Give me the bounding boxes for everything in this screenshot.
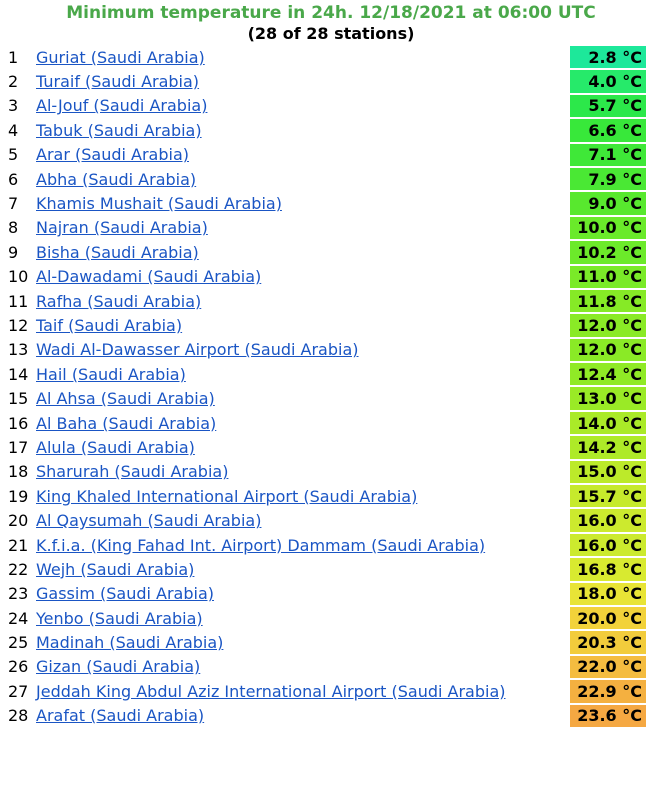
station-rank: 6 xyxy=(6,168,32,190)
station-link[interactable]: Tabuk (Saudi Arabia) xyxy=(36,120,202,140)
station-rank: 11 xyxy=(6,290,32,312)
station-name-cell xyxy=(34,485,568,507)
station-rank: 19 xyxy=(6,485,32,507)
station-temperature: 11.8 °C xyxy=(570,290,646,312)
station-rank: 5 xyxy=(6,144,32,166)
station-link[interactable]: Arar (Saudi Arabia) xyxy=(36,145,189,165)
table-row xyxy=(6,680,646,702)
station-link[interactable]: Alula (Saudi Arabia) xyxy=(36,437,195,457)
station-name-cell xyxy=(34,70,568,92)
station-link[interactable]: K.f.i.a. (King Fahad Int. Airport) Dammam (Saudi Arabia) xyxy=(36,535,486,555)
station-temperature: 14.0 °C xyxy=(570,412,646,434)
station-temperature: 22.9 °C xyxy=(570,680,646,702)
station-link[interactable]: Al Qaysumah (Saudi Arabia) xyxy=(36,511,262,531)
table-row xyxy=(6,387,646,409)
table-row xyxy=(6,509,646,531)
station-link[interactable]: Taif (Saudi Arabia) xyxy=(36,315,183,335)
table-row xyxy=(6,241,646,263)
station-link[interactable]: Gizan (Saudi Arabia) xyxy=(36,657,201,677)
page-title: Minimum temperature in 24h. 12/18/2021 at 06:00 UTC xyxy=(66,3,596,23)
station-rank: 21 xyxy=(6,534,32,556)
station-name-cell xyxy=(34,119,568,141)
station-temperature: 9.0 °C xyxy=(570,192,646,214)
stations-table xyxy=(4,44,648,729)
station-temperature: 10.2 °C xyxy=(570,241,646,263)
station-temperature: 18.0 °C xyxy=(570,583,646,605)
station-link[interactable]: Al-Jouf (Saudi Arabia) xyxy=(36,96,208,116)
table-row xyxy=(6,412,646,434)
station-rank: 7 xyxy=(6,192,32,214)
station-link[interactable]: Hail (Saudi Arabia) xyxy=(36,364,186,384)
station-rank: 28 xyxy=(6,705,32,727)
station-name-cell xyxy=(34,46,568,68)
station-name-cell xyxy=(34,241,568,263)
table-row xyxy=(6,266,646,288)
station-temperature: 7.1 °C xyxy=(570,144,646,166)
station-rank: 22 xyxy=(6,558,32,580)
station-name-cell xyxy=(34,583,568,605)
station-link[interactable]: King Khaled International Airport (Saudi Arabia) xyxy=(36,486,418,506)
station-name-cell xyxy=(34,436,568,458)
station-rank: 10 xyxy=(6,266,32,288)
station-temperature: 5.7 °C xyxy=(570,95,646,117)
station-link[interactable]: Al Baha (Saudi Arabia) xyxy=(36,413,217,433)
station-name-cell xyxy=(34,607,568,629)
station-rank: 2 xyxy=(6,70,32,92)
station-rank: 17 xyxy=(6,436,32,458)
station-temperature: 12.0 °C xyxy=(570,339,646,361)
station-name-cell xyxy=(34,705,568,727)
station-temperature: 11.0 °C xyxy=(570,266,646,288)
station-link[interactable]: Arafat (Saudi Arabia) xyxy=(36,706,205,726)
station-rank: 26 xyxy=(6,656,32,678)
station-temperature: 7.9 °C xyxy=(570,168,646,190)
station-name-cell xyxy=(34,266,568,288)
station-rank: 24 xyxy=(6,607,32,629)
table-row xyxy=(6,46,646,68)
station-temperature: 16.0 °C xyxy=(570,509,646,531)
station-rank: 1 xyxy=(6,46,32,68)
table-row xyxy=(6,363,646,385)
station-temperature: 23.6 °C xyxy=(570,705,646,727)
station-name-cell xyxy=(34,217,568,239)
station-name-cell xyxy=(34,168,568,190)
table-row xyxy=(6,656,646,678)
station-temperature: 15.7 °C xyxy=(570,485,646,507)
station-link[interactable]: Abha (Saudi Arabia) xyxy=(36,169,197,189)
station-name-cell xyxy=(34,509,568,531)
station-link[interactable]: Al Ahsa (Saudi Arabia) xyxy=(36,389,215,409)
station-link[interactable]: Wejh (Saudi Arabia) xyxy=(36,559,195,579)
station-rank: 4 xyxy=(6,119,32,141)
table-row xyxy=(6,217,646,239)
station-link[interactable]: Najran (Saudi Arabia) xyxy=(36,218,208,238)
station-temperature: 13.0 °C xyxy=(570,387,646,409)
station-name-cell xyxy=(34,461,568,483)
station-rank: 9 xyxy=(6,241,32,263)
station-rank: 3 xyxy=(6,95,32,117)
station-name-cell xyxy=(34,144,568,166)
station-temperature: 12.4 °C xyxy=(570,363,646,385)
table-row xyxy=(6,95,646,117)
station-rank: 8 xyxy=(6,217,32,239)
station-count: (28 of 28 stations) xyxy=(247,24,415,43)
station-link[interactable]: Bisha (Saudi Arabia) xyxy=(36,242,199,262)
table-row xyxy=(6,168,646,190)
station-temperature: 15.0 °C xyxy=(570,461,646,483)
station-name-cell xyxy=(34,363,568,385)
table-row xyxy=(6,192,646,214)
station-name-cell xyxy=(34,558,568,580)
station-name-cell xyxy=(34,290,568,312)
station-name-cell xyxy=(34,631,568,653)
station-rank: 15 xyxy=(6,387,32,409)
station-rank: 23 xyxy=(6,583,32,605)
table-row xyxy=(6,485,646,507)
table-row xyxy=(6,290,646,312)
station-rank: 20 xyxy=(6,509,32,531)
station-temperature: 16.8 °C xyxy=(570,558,646,580)
station-name-cell xyxy=(34,656,568,678)
table-row xyxy=(6,314,646,336)
stations-table-body xyxy=(6,46,646,727)
station-rank: 18 xyxy=(6,461,32,483)
table-row xyxy=(6,339,646,361)
station-name-cell xyxy=(34,680,568,702)
station-link[interactable]: Al-Dawadami (Saudi Arabia) xyxy=(36,267,262,287)
station-name-cell xyxy=(34,387,568,409)
table-row xyxy=(6,70,646,92)
table-row xyxy=(6,436,646,458)
table-row xyxy=(6,119,646,141)
station-link[interactable]: Sharurah (Saudi Arabia) xyxy=(36,462,229,482)
station-name-cell xyxy=(34,412,568,434)
station-link[interactable]: Wadi Al-Dawasser Airport (Saudi Arabia) xyxy=(36,340,359,360)
station-temperature: 20.0 °C xyxy=(570,607,646,629)
station-temperature: 6.6 °C xyxy=(570,119,646,141)
table-row xyxy=(6,583,646,605)
station-rank: 16 xyxy=(6,412,32,434)
station-link[interactable]: Rafha (Saudi Arabia) xyxy=(36,291,202,311)
station-temperature: 16.0 °C xyxy=(570,534,646,556)
station-temperature: 4.0 °C xyxy=(570,70,646,92)
station-rank: 25 xyxy=(6,631,32,653)
table-row xyxy=(6,631,646,653)
station-name-cell xyxy=(34,339,568,361)
station-rank: 13 xyxy=(6,339,32,361)
station-temperature: 20.3 °C xyxy=(570,631,646,653)
table-row xyxy=(6,607,646,629)
station-link[interactable]: Madinah (Saudi Arabia) xyxy=(36,633,224,653)
station-name-cell xyxy=(34,192,568,214)
station-link[interactable]: Jeddah King Abdul Aziz International Airport (Saudi Arabia) xyxy=(36,681,506,701)
table-row xyxy=(6,144,646,166)
table-row xyxy=(6,534,646,556)
station-link[interactable]: Yenbo (Saudi Arabia) xyxy=(36,608,203,628)
station-temperature: 22.0 °C xyxy=(570,656,646,678)
station-rank: 12 xyxy=(6,314,32,336)
station-link[interactable]: Gassim (Saudi Arabia) xyxy=(36,584,214,604)
station-link[interactable]: Guriat (Saudi Arabia) xyxy=(36,47,205,67)
station-link[interactable]: Turaif (Saudi Arabia) xyxy=(36,72,200,92)
table-row xyxy=(6,705,646,727)
station-name-cell xyxy=(34,534,568,556)
station-rank: 27 xyxy=(6,680,32,702)
station-rank: 14 xyxy=(6,363,32,385)
table-row xyxy=(6,461,646,483)
table-row xyxy=(6,558,646,580)
station-temperature: 12.0 °C xyxy=(570,314,646,336)
station-temperature: 2.8 °C xyxy=(570,46,646,68)
station-name-cell xyxy=(34,314,568,336)
station-temperature: 14.2 °C xyxy=(570,436,646,458)
station-temperature: 10.0 °C xyxy=(570,217,646,239)
station-name-cell xyxy=(34,95,568,117)
station-link[interactable]: Khamis Mushait (Saudi Arabia) xyxy=(36,194,282,214)
page-header xyxy=(0,0,662,44)
